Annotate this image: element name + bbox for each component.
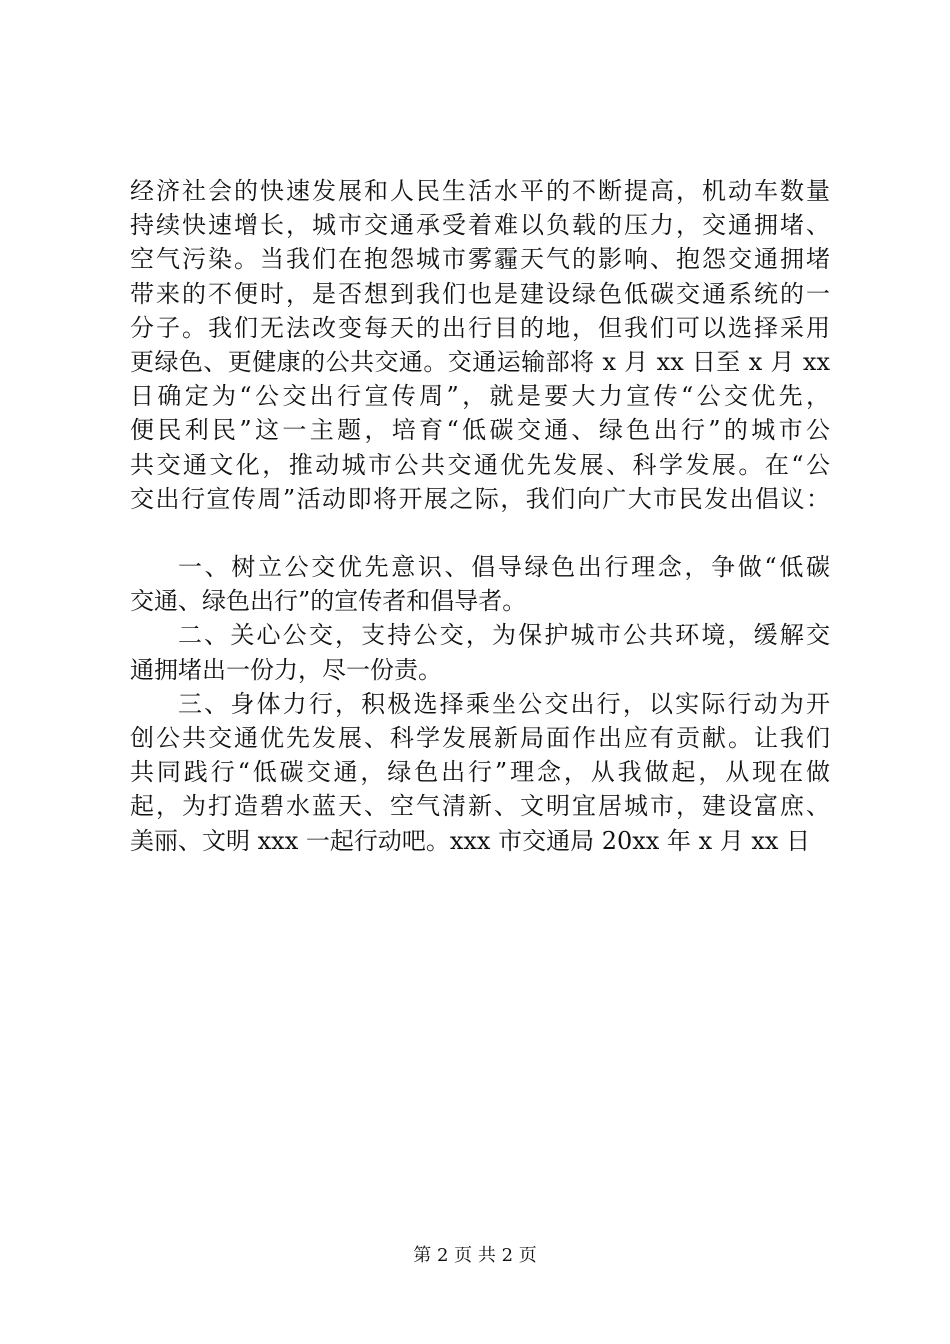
proposal-item-2-line: 通拥堵出一份力，尽一份责。 xyxy=(130,655,442,684)
intro-line: 日确定为“公交出行宣传周”，就是要大力宣传“公交优先， xyxy=(130,382,830,411)
proposal-item-3-line: 起，为打造碧水蓝天、空气清新、文明宜居城市，建设富庶、 xyxy=(130,792,830,821)
intro-line: 带来的不便时，是否想到我们也是建设绿色低碳交通系统的一 xyxy=(130,279,830,308)
intro-line: 共交通文化，推动城市公共交通优先发展、科学发展。在“公 xyxy=(130,450,830,479)
intro-line: 便民利民”这一主题，培育“低碳交通、绿色出行”的城市公 xyxy=(130,416,830,445)
paragraph-gap xyxy=(130,516,830,550)
proposal-item-3-line: 共同践行“低碳交通，绿色出行”理念，从我做起，从现在做 xyxy=(130,758,830,787)
proposal-item-1-line: 一、树立公交优先意识、倡导绿色出行理念，争做“低碳 xyxy=(178,553,830,582)
proposal-item-1-line: 交通、绿色出行”的宣传者和倡导者。 xyxy=(130,587,527,616)
intro-line: 经济社会的快速发展和人民生活水平的不断提高，机动车数量 xyxy=(130,177,830,205)
proposal-item-3-line: 三、身体力行，积极选择乘坐公交出行，以实际行动为开 xyxy=(178,689,830,718)
intro-line: 分子。我们无法改变每天的出行目的地，但我们可以选择采用 xyxy=(130,313,830,342)
document-body xyxy=(130,174,830,858)
intro-line: 交出行宣传周”活动即将开展之际，我们向广大市民发出倡议： xyxy=(130,484,830,513)
proposal-item-2-line: 二、关心公交，支持公交，为保护城市公共环境，缓解交 xyxy=(178,621,830,650)
page-number-footer: 第 2 页 共 2 页 xyxy=(413,1245,537,1266)
proposal-item-3-line: 创公共交通优先发展、科学发展新局面作出应有贡献。让我们 xyxy=(130,724,830,752)
intro-line: 空气污染。当我们在抱怨城市雾霾天气的影响、抱怨交通拥堵 xyxy=(130,245,830,274)
intro-line: 更绿色、更健康的公共交通。交通运输部将 x 月 xx 日至 x 月 xx xyxy=(130,347,830,376)
proposal-item-3-line: 美丽、文明 xxx 一起行动吧。xxx 市交通局 20xx 年 x 月 xx 日 xyxy=(130,826,811,855)
intro-line: 持续快速增长，城市交通承受着难以负载的压力，交通拥堵、 xyxy=(130,211,830,240)
